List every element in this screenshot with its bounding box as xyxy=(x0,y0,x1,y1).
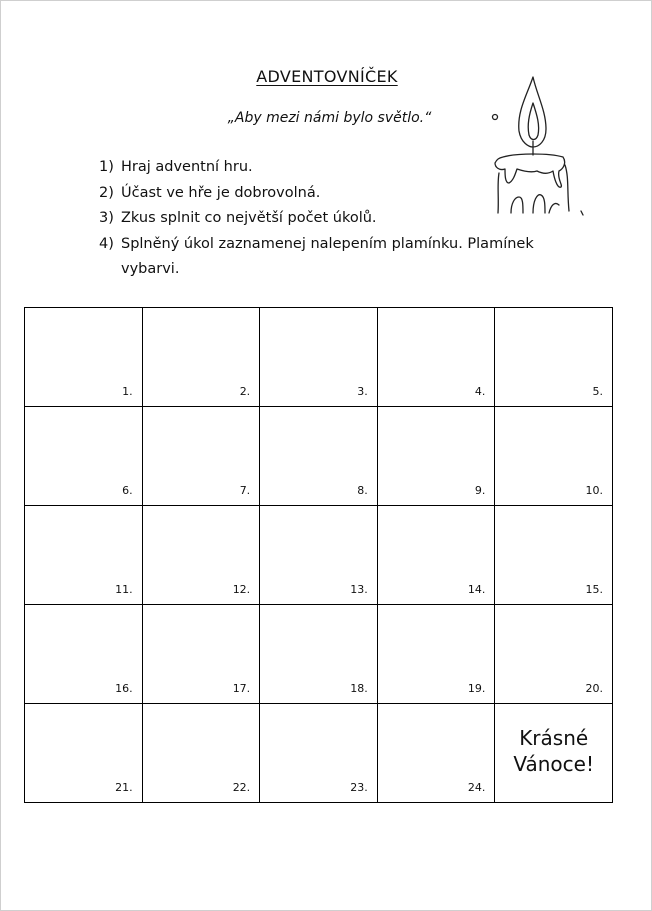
calendar-day-cell xyxy=(260,407,378,506)
calendar-day-cell xyxy=(378,407,496,506)
calendar-day-cell xyxy=(378,506,496,605)
calendar-day-cell xyxy=(143,506,261,605)
calendar-day-cell xyxy=(260,506,378,605)
day-number: 6. xyxy=(122,484,133,497)
day-number: 24. xyxy=(467,781,486,794)
day-number: 17. xyxy=(232,682,251,695)
greeting-text: Krásné Vánoce! xyxy=(513,726,594,776)
rule-number: 3) xyxy=(99,210,114,226)
calendar-day-cell xyxy=(495,308,613,407)
day-number: 2. xyxy=(239,385,251,398)
day-number: 18. xyxy=(350,682,368,695)
day-number: 16. xyxy=(115,682,133,695)
calendar-day-cell xyxy=(25,605,143,704)
day-number: 20. xyxy=(585,682,603,695)
day-number: 13. xyxy=(350,583,368,596)
day-number: 12. xyxy=(232,583,251,596)
candle-icon xyxy=(483,73,587,221)
advent-calendar-grid xyxy=(24,307,613,803)
calendar-day-cell xyxy=(25,704,143,803)
rule-text: Hraj adventní hru. xyxy=(121,159,253,175)
day-number: 19. xyxy=(467,682,486,695)
day-number: 15. xyxy=(585,583,603,596)
day-number: 10. xyxy=(585,484,603,497)
rule-number: 2) xyxy=(99,184,114,201)
day-number: 21. xyxy=(115,781,133,794)
page-title: ADVENTOVNÍČEK xyxy=(256,67,398,86)
rule-text: Účast ve hře je dobrovolná. xyxy=(121,184,321,201)
rule-number: 1) xyxy=(99,159,114,175)
rule-text: Splněný úkol zaznamenej nalepením plamínku. Plamínek vybarvi. xyxy=(121,235,534,277)
calendar-day-cell xyxy=(143,704,261,803)
greeting-cell xyxy=(495,704,613,803)
day-number: 11. xyxy=(115,583,133,596)
calendar-day-cell xyxy=(260,308,378,407)
day-number: 4. xyxy=(474,385,486,398)
day-number: 5. xyxy=(592,385,603,398)
calendar-day-cell xyxy=(25,308,143,407)
calendar-day-cell xyxy=(495,506,613,605)
calendar-day-cell xyxy=(143,308,261,407)
calendar-day-cell xyxy=(378,308,496,407)
list-item xyxy=(99,232,579,283)
day-number: 23. xyxy=(350,781,368,794)
day-number: 22. xyxy=(232,781,251,794)
day-number: 9. xyxy=(474,484,486,497)
rule-text: Zkus splnit co největší počet úkolů. xyxy=(121,210,377,226)
calendar-day-cell xyxy=(260,704,378,803)
day-number: 8. xyxy=(357,484,368,497)
calendar-day-cell xyxy=(143,605,261,704)
day-number: 7. xyxy=(239,484,251,497)
day-number: 3. xyxy=(357,385,368,398)
calendar-day-cell xyxy=(25,506,143,605)
calendar-day-cell xyxy=(378,704,496,803)
calendar-day-cell xyxy=(378,605,496,704)
calendar-day-cell xyxy=(143,407,261,506)
day-number: 14. xyxy=(467,583,486,596)
motto: „Aby mezi námi bylo světlo.“ xyxy=(227,110,432,126)
rule-number: 4) xyxy=(99,235,114,252)
calendar-day-cell xyxy=(25,407,143,506)
calendar-day-cell xyxy=(495,605,613,704)
calendar-day-cell xyxy=(495,407,613,506)
calendar-day-cell xyxy=(260,605,378,704)
day-number: 1. xyxy=(122,385,133,398)
